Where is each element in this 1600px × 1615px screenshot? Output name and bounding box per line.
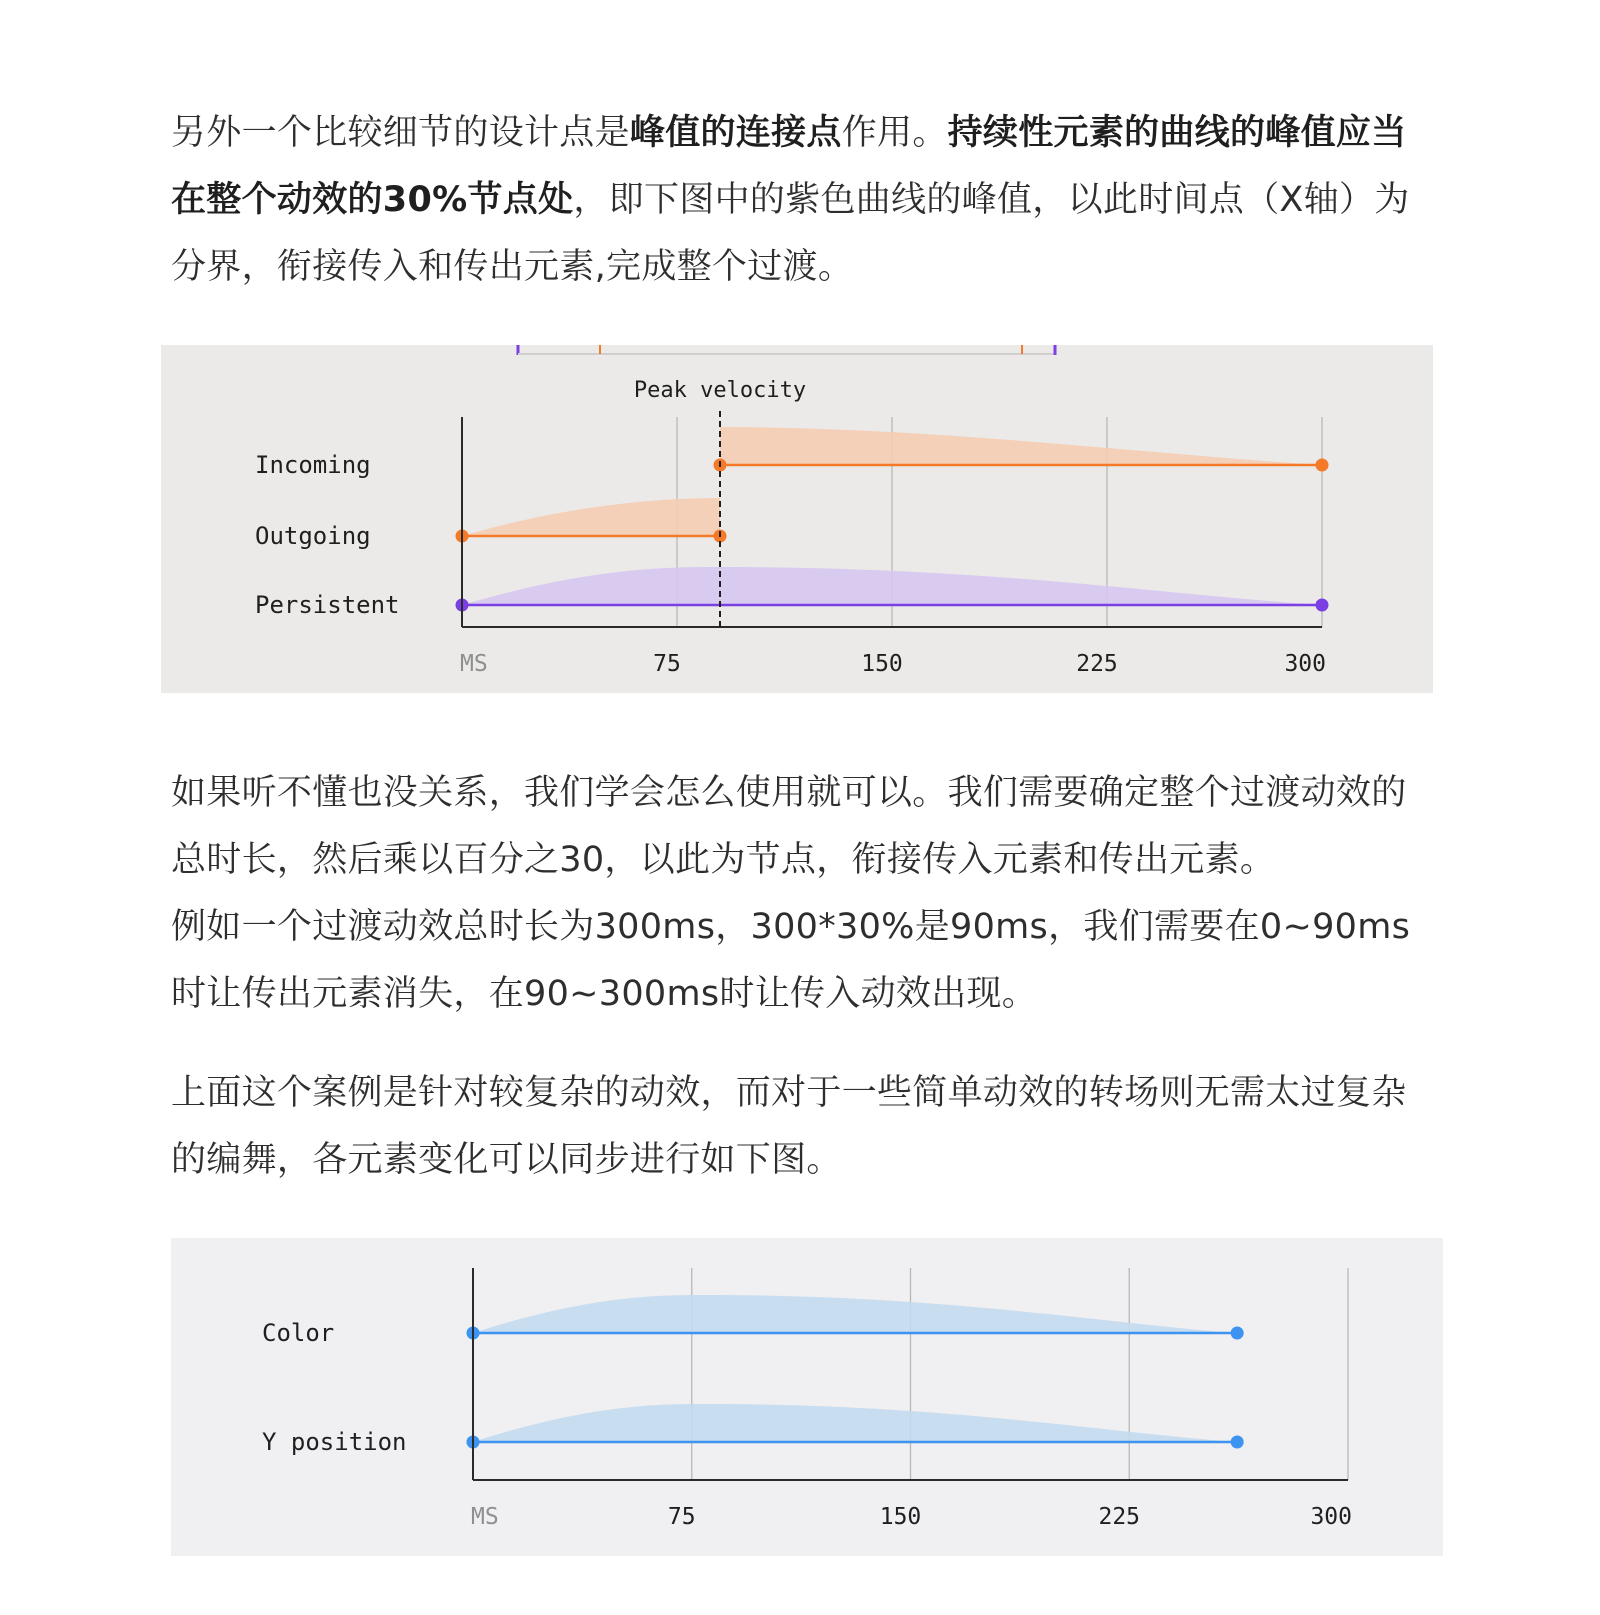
end-point bbox=[1231, 1327, 1244, 1340]
text-line: 例如一个过渡动效总时长为300ms，300*30%是90ms，我们需要在0~90ms时让传出元素消失，在90~300ms时让传入动效出现。 bbox=[171, 907, 1411, 1014]
bold-segment: 持续性元素的曲线的峰值应当在整个动效的30%节点处 bbox=[171, 113, 1407, 220]
tick-label: 150 bbox=[879, 1504, 922, 1530]
tick-label: 300 bbox=[1284, 651, 1326, 677]
tick-label: 225 bbox=[1098, 1504, 1141, 1530]
text-segment: ，即下图中的紫色曲线的峰值，以此时间点（X轴）为分界，衔接传入和传出元素,完成整个过渡。 bbox=[171, 180, 1410, 287]
simple-transition-chart bbox=[171, 1238, 1443, 1556]
paragraph-explanation bbox=[171, 760, 1433, 1028]
tick-label: 150 bbox=[861, 651, 903, 677]
end-point bbox=[1231, 1436, 1244, 1449]
bold-segment: 峰值的连接点 bbox=[629, 113, 842, 153]
tick-label: MS bbox=[460, 651, 488, 677]
end-point bbox=[1316, 599, 1329, 612]
tick-label: 75 bbox=[667, 1504, 696, 1530]
text-line: 上面这个案例是针对较复杂的动效，而对于一些简单动效的转场则无需太过复杂的编舞，各元素变化可以同步进行如下图。 bbox=[171, 1073, 1407, 1180]
tick-label: 225 bbox=[1076, 651, 1118, 677]
tick-label: 75 bbox=[653, 651, 681, 677]
simple-transition-chart-figure bbox=[171, 1238, 1443, 1556]
velocity-curve bbox=[473, 1404, 1237, 1442]
text-line: 如果听不懂也没关系，我们学会怎么使用就可以。我们需要确定整个过渡动效的总时长，然后乘以百分之30，以此为节点，衔接传入元素和传出元素。 bbox=[171, 773, 1407, 880]
choreography-chart-figure bbox=[161, 345, 1433, 693]
row-label: Incoming bbox=[255, 451, 371, 479]
velocity-curve bbox=[473, 1295, 1237, 1333]
choreography-chart bbox=[161, 345, 1433, 693]
paragraph-peak-connection bbox=[171, 100, 1433, 301]
row-label: Persistent bbox=[255, 591, 400, 619]
tick-label: 300 bbox=[1310, 1504, 1352, 1530]
velocity-curve bbox=[462, 498, 720, 536]
end-point bbox=[1316, 459, 1329, 472]
tick-label: MS bbox=[471, 1504, 499, 1530]
velocity-curve bbox=[462, 567, 1322, 605]
row-label: Outgoing bbox=[255, 522, 371, 550]
paragraph-simple-transition bbox=[171, 1060, 1433, 1194]
peak-velocity-label: Peak velocity bbox=[633, 378, 807, 403]
velocity-curve bbox=[720, 427, 1322, 465]
row-label: Color bbox=[262, 1319, 335, 1347]
text-segment: 作用。 bbox=[841, 113, 948, 153]
text-segment: 另外一个比较细节的设计点是 bbox=[171, 113, 630, 153]
row-label: Y position bbox=[262, 1428, 407, 1456]
